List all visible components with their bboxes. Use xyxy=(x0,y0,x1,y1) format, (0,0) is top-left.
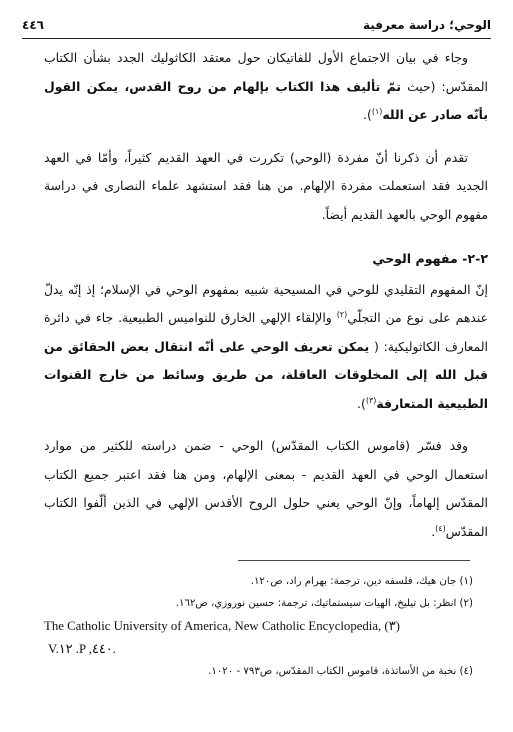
section-heading: ٢-٢- مفهوم الوحي xyxy=(372,251,488,266)
p1-end: ). xyxy=(363,107,372,122)
paragraph-4 xyxy=(44,432,488,546)
p3-text-a: إنّ المفهوم التقليدي للوحي في المسيحية شبيه بمفهوم الوحي في الإسلام؛ إذ إنّه يدلّ عندهم على نوع من التجلّي xyxy=(44,281,488,325)
p4-end: . xyxy=(431,523,436,539)
footnote-2: (٢) انظر: بل تيليخ، الهيات سيستماتيك، ترجمة: حسين نوروزي، ص١٦٢. xyxy=(175,598,473,609)
footnote-1: (١) جان هيك، فلسفه دين، ترجمة: بهرام راد، ص١٢٠. xyxy=(250,576,473,587)
header-rule xyxy=(22,38,491,39)
footnotes xyxy=(44,571,473,683)
p1-text: وجاء في بيان الاجتماع الأول للفاتيكان حول معتقد الكاثوليك الجدد بشأن الكتاب المقدّس: (حيث xyxy=(44,50,488,94)
page-number: ٤٤٦ xyxy=(22,18,44,32)
paragraph-3 xyxy=(44,276,488,419)
p4-text: وقد فسّر (قاموس الكتاب المقدّس) الوحي - ضمن دراسته للكثير من موارد استعمال الوحي في العهد القديم - بمعنى الإلهام، ومن هنا فقد اعتبر جميع الكتاب المقدّس إلهاماً، وإنّ الوحي يعني حلول الروح الأقدس الإلهي في الذين ألّفوا الكتاب المقدّس xyxy=(44,438,488,539)
p3-text-b: والإلقاء الإلهي الخارق للنواميس الطبيعية. جاء في دائرة المعارف الكاثوليكية: ( xyxy=(44,310,488,354)
paragraph-2: تقدم أن ذكرنا أنّ مفردة (الوحي) تكررت في العهد القديم كثيراً، وأمّا في العهد الجديد فقد استعملت مفردة الإلهام. من هنا فقد استشهد علماء النصارى في دراسة مفهوم الوحي بالعهد القديم أيضاً. xyxy=(44,149,488,222)
footnote-ref-2: (٢) xyxy=(336,309,348,319)
footnote-ref-1: (١) xyxy=(371,106,383,116)
body-text xyxy=(44,44,488,546)
footnote-ref-4: (٤) xyxy=(435,523,446,533)
footnote-4: (٤) نخبة من الأساتذة، قاموس الكتاب المقدّس، ص٧٩٣ - ١٠٢٠. xyxy=(208,666,473,677)
running-title: الوحي؛ دراسة معرفية xyxy=(362,18,491,32)
page-header xyxy=(22,18,491,38)
p1-quote: تمّ تأليف هذا الكتاب بإلهام من روح القدس، يمكن القول بأنّه صادر عن الله xyxy=(44,78,488,122)
p3-quote: يمكن تعريف الوحي على أنّه انتقال بعض الحقائق من قبل الله إلى المخلوقات العاقلة، من طريق وسائط من خارج القنوات الطبيعية المتعارفة xyxy=(44,338,488,411)
paragraph-1 xyxy=(44,44,488,130)
footnote-3-line-1: The Catholic University of America, New Catholic Encyclopedia, (٣) xyxy=(44,619,400,633)
footnote-rule xyxy=(238,560,470,561)
footnote-3-line-2: V.١٢ .P ,٤٤٠. xyxy=(48,642,116,656)
p3-end: ). xyxy=(357,395,366,411)
footnote-ref-3: (٣) xyxy=(365,395,377,405)
